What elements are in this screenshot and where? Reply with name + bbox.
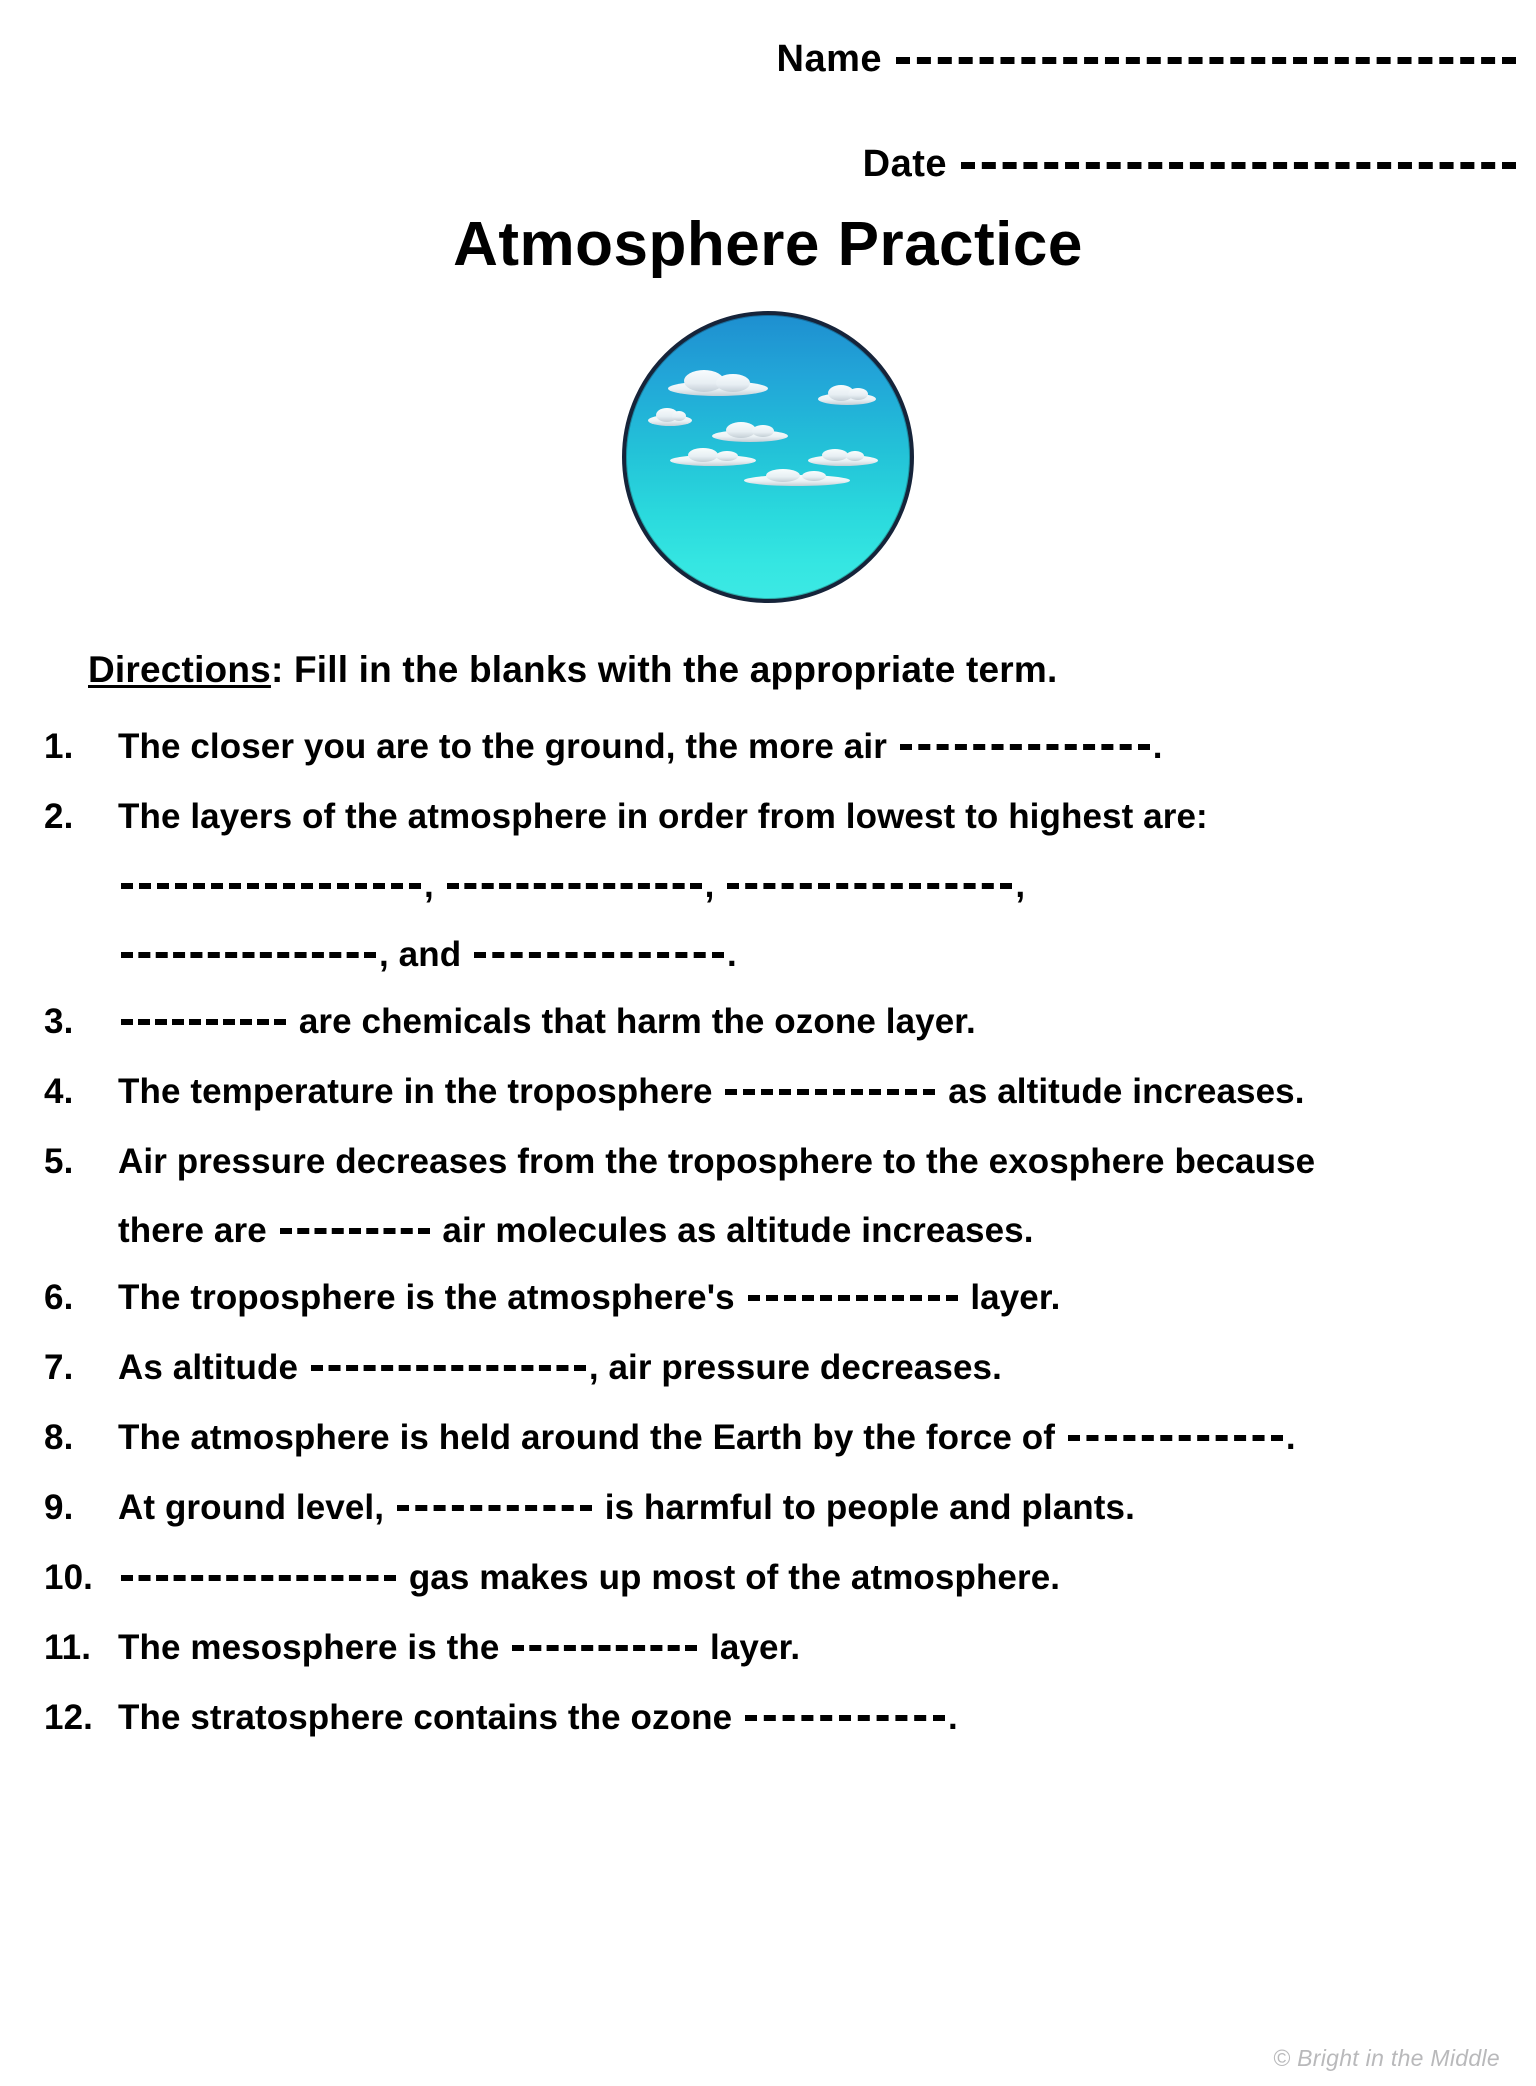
- question-line: [118, 1698, 1496, 1738]
- question-text: .: [727, 935, 737, 975]
- directions: [88, 649, 1536, 691]
- question-number: 7.: [44, 1348, 74, 1388]
- question-row: [44, 1488, 1496, 1528]
- question-number: 1.: [44, 727, 74, 767]
- question-text: The layers of the atmosphere in order from lowest to highest are:: [118, 797, 1208, 837]
- date-field-row: [0, 143, 1536, 186]
- question-line: [118, 1211, 1496, 1251]
- question-row: [44, 727, 1496, 767]
- question-text: The closer you are to the ground, the more air: [118, 727, 897, 767]
- answer-blank[interactable]: [447, 883, 702, 889]
- cloud-icon: [712, 430, 788, 442]
- question-line: [118, 1558, 1496, 1598]
- question-text: , and: [379, 935, 471, 975]
- question-body: [118, 1002, 1496, 1042]
- footer-credit: © Bright in the Middle: [1273, 2045, 1500, 2071]
- question-text: At ground level,: [118, 1488, 394, 1528]
- question-text: there are: [118, 1211, 277, 1251]
- answer-blank[interactable]: [121, 952, 376, 958]
- question-body: [118, 1142, 1496, 1251]
- question-line: [118, 866, 1496, 906]
- question-row: [44, 797, 1496, 975]
- answer-blank[interactable]: [121, 1575, 396, 1581]
- question-text: layer.: [700, 1628, 801, 1668]
- question-row: [44, 1698, 1496, 1738]
- question-number: 12.: [44, 1698, 93, 1738]
- question-text: ,: [424, 866, 444, 906]
- question-body: [118, 1558, 1496, 1598]
- directions-text: : Fill in the blanks with the appropriate term.: [270, 649, 1058, 691]
- question-body: [118, 1278, 1496, 1318]
- question-number: 10.: [44, 1558, 93, 1598]
- question-number: 4.: [44, 1072, 74, 1112]
- question-row: [44, 1278, 1496, 1318]
- question-text: .: [1285, 1418, 1296, 1458]
- directions-label: Directions: [88, 649, 271, 691]
- question-line: [118, 1418, 1496, 1458]
- question-text: are chemicals that harm the ozone layer.: [289, 1002, 976, 1042]
- question-text: The troposphere is the atmosphere's: [118, 1278, 745, 1318]
- cloud-icon: [648, 415, 692, 426]
- answer-blank[interactable]: [397, 1505, 592, 1511]
- name-field-row: [0, 38, 1536, 81]
- question-line: [118, 1072, 1496, 1112]
- question-line: [118, 727, 1496, 767]
- answer-blank[interactable]: [745, 1715, 945, 1721]
- question-text: ,: [1015, 866, 1026, 906]
- question-body: [118, 797, 1496, 975]
- question-row: [44, 1348, 1496, 1388]
- question-line: [118, 1348, 1496, 1388]
- question-row: [44, 1558, 1496, 1598]
- question-body: [118, 1418, 1496, 1458]
- answer-blank[interactable]: [727, 883, 1012, 889]
- cloud-icon: [668, 381, 768, 396]
- question-text: The stratosphere contains the ozone: [118, 1698, 742, 1738]
- question-text: The mesosphere is the: [118, 1628, 510, 1668]
- question-line: [118, 1628, 1496, 1668]
- question-text: air molecules as altitude increases.: [432, 1211, 1034, 1251]
- question-text: .: [947, 1698, 958, 1738]
- question-body: [118, 1488, 1496, 1528]
- question-row: [44, 1002, 1496, 1042]
- name-write-line[interactable]: [896, 57, 1516, 64]
- cloud-icon: [818, 393, 876, 405]
- answer-blank[interactable]: [748, 1295, 958, 1301]
- page-title: Atmosphere Practice: [453, 210, 1083, 279]
- date-write-line[interactable]: [961, 162, 1516, 169]
- question-line: [118, 1002, 1496, 1042]
- date-label: Date: [862, 143, 947, 185]
- question-body: [118, 1628, 1496, 1668]
- question-line: [118, 797, 1496, 837]
- question-text: The atmosphere is held around the Earth by the force of: [118, 1418, 1065, 1458]
- question-number: 6.: [44, 1278, 74, 1318]
- question-number: 3.: [44, 1002, 74, 1042]
- question-number: 9.: [44, 1488, 74, 1528]
- question-row: [44, 1072, 1496, 1112]
- question-text: Air pressure decreases from the troposphere to the exosphere because: [118, 1142, 1316, 1182]
- question-number: 11.: [44, 1628, 92, 1668]
- question-text: gas makes up most of the atmosphere.: [399, 1558, 1061, 1598]
- question-row: [44, 1628, 1496, 1668]
- question-body: [118, 1348, 1496, 1388]
- question-text: ,: [704, 866, 725, 906]
- cloud-icon: [744, 475, 850, 486]
- question-list: [0, 727, 1536, 1738]
- question-text: .: [1152, 727, 1163, 767]
- question-text: , air pressure decreases.: [588, 1348, 1002, 1388]
- question-text: layer.: [960, 1278, 1061, 1318]
- answer-blank[interactable]: [121, 883, 421, 889]
- question-row: [44, 1418, 1496, 1458]
- sky-circle-image: [622, 311, 914, 603]
- artwork-container: [0, 311, 1536, 603]
- answer-blank[interactable]: [280, 1228, 430, 1234]
- question-line: [118, 1278, 1496, 1318]
- question-text: As altitude: [118, 1348, 308, 1388]
- question-number: 2.: [44, 797, 74, 837]
- question-line: [118, 935, 1496, 975]
- question-line: [118, 1488, 1496, 1528]
- answer-blank[interactable]: [725, 1089, 935, 1095]
- question-number: 5.: [44, 1142, 74, 1182]
- question-number: 8.: [44, 1418, 74, 1458]
- name-label: Name: [776, 38, 882, 80]
- question-text: The temperature in the troposphere: [118, 1072, 723, 1112]
- question-text: is harmful to people and plants.: [594, 1488, 1135, 1528]
- answer-blank[interactable]: [121, 1019, 286, 1025]
- answer-blank[interactable]: [512, 1645, 697, 1651]
- answer-blank[interactable]: [900, 744, 1150, 750]
- cloud-icon: [808, 455, 878, 466]
- question-line: [118, 1142, 1496, 1182]
- question-row: [44, 1142, 1496, 1251]
- question-body: [118, 1698, 1496, 1738]
- question-body: [118, 1072, 1496, 1112]
- cloud-icon: [670, 455, 756, 466]
- answer-blank[interactable]: [1068, 1435, 1283, 1441]
- worksheet-page: [0, 38, 1536, 2086]
- answer-blank[interactable]: [474, 952, 724, 958]
- answer-blank[interactable]: [311, 1365, 586, 1371]
- question-body: [118, 727, 1496, 767]
- question-text: as altitude increases.: [938, 1072, 1305, 1112]
